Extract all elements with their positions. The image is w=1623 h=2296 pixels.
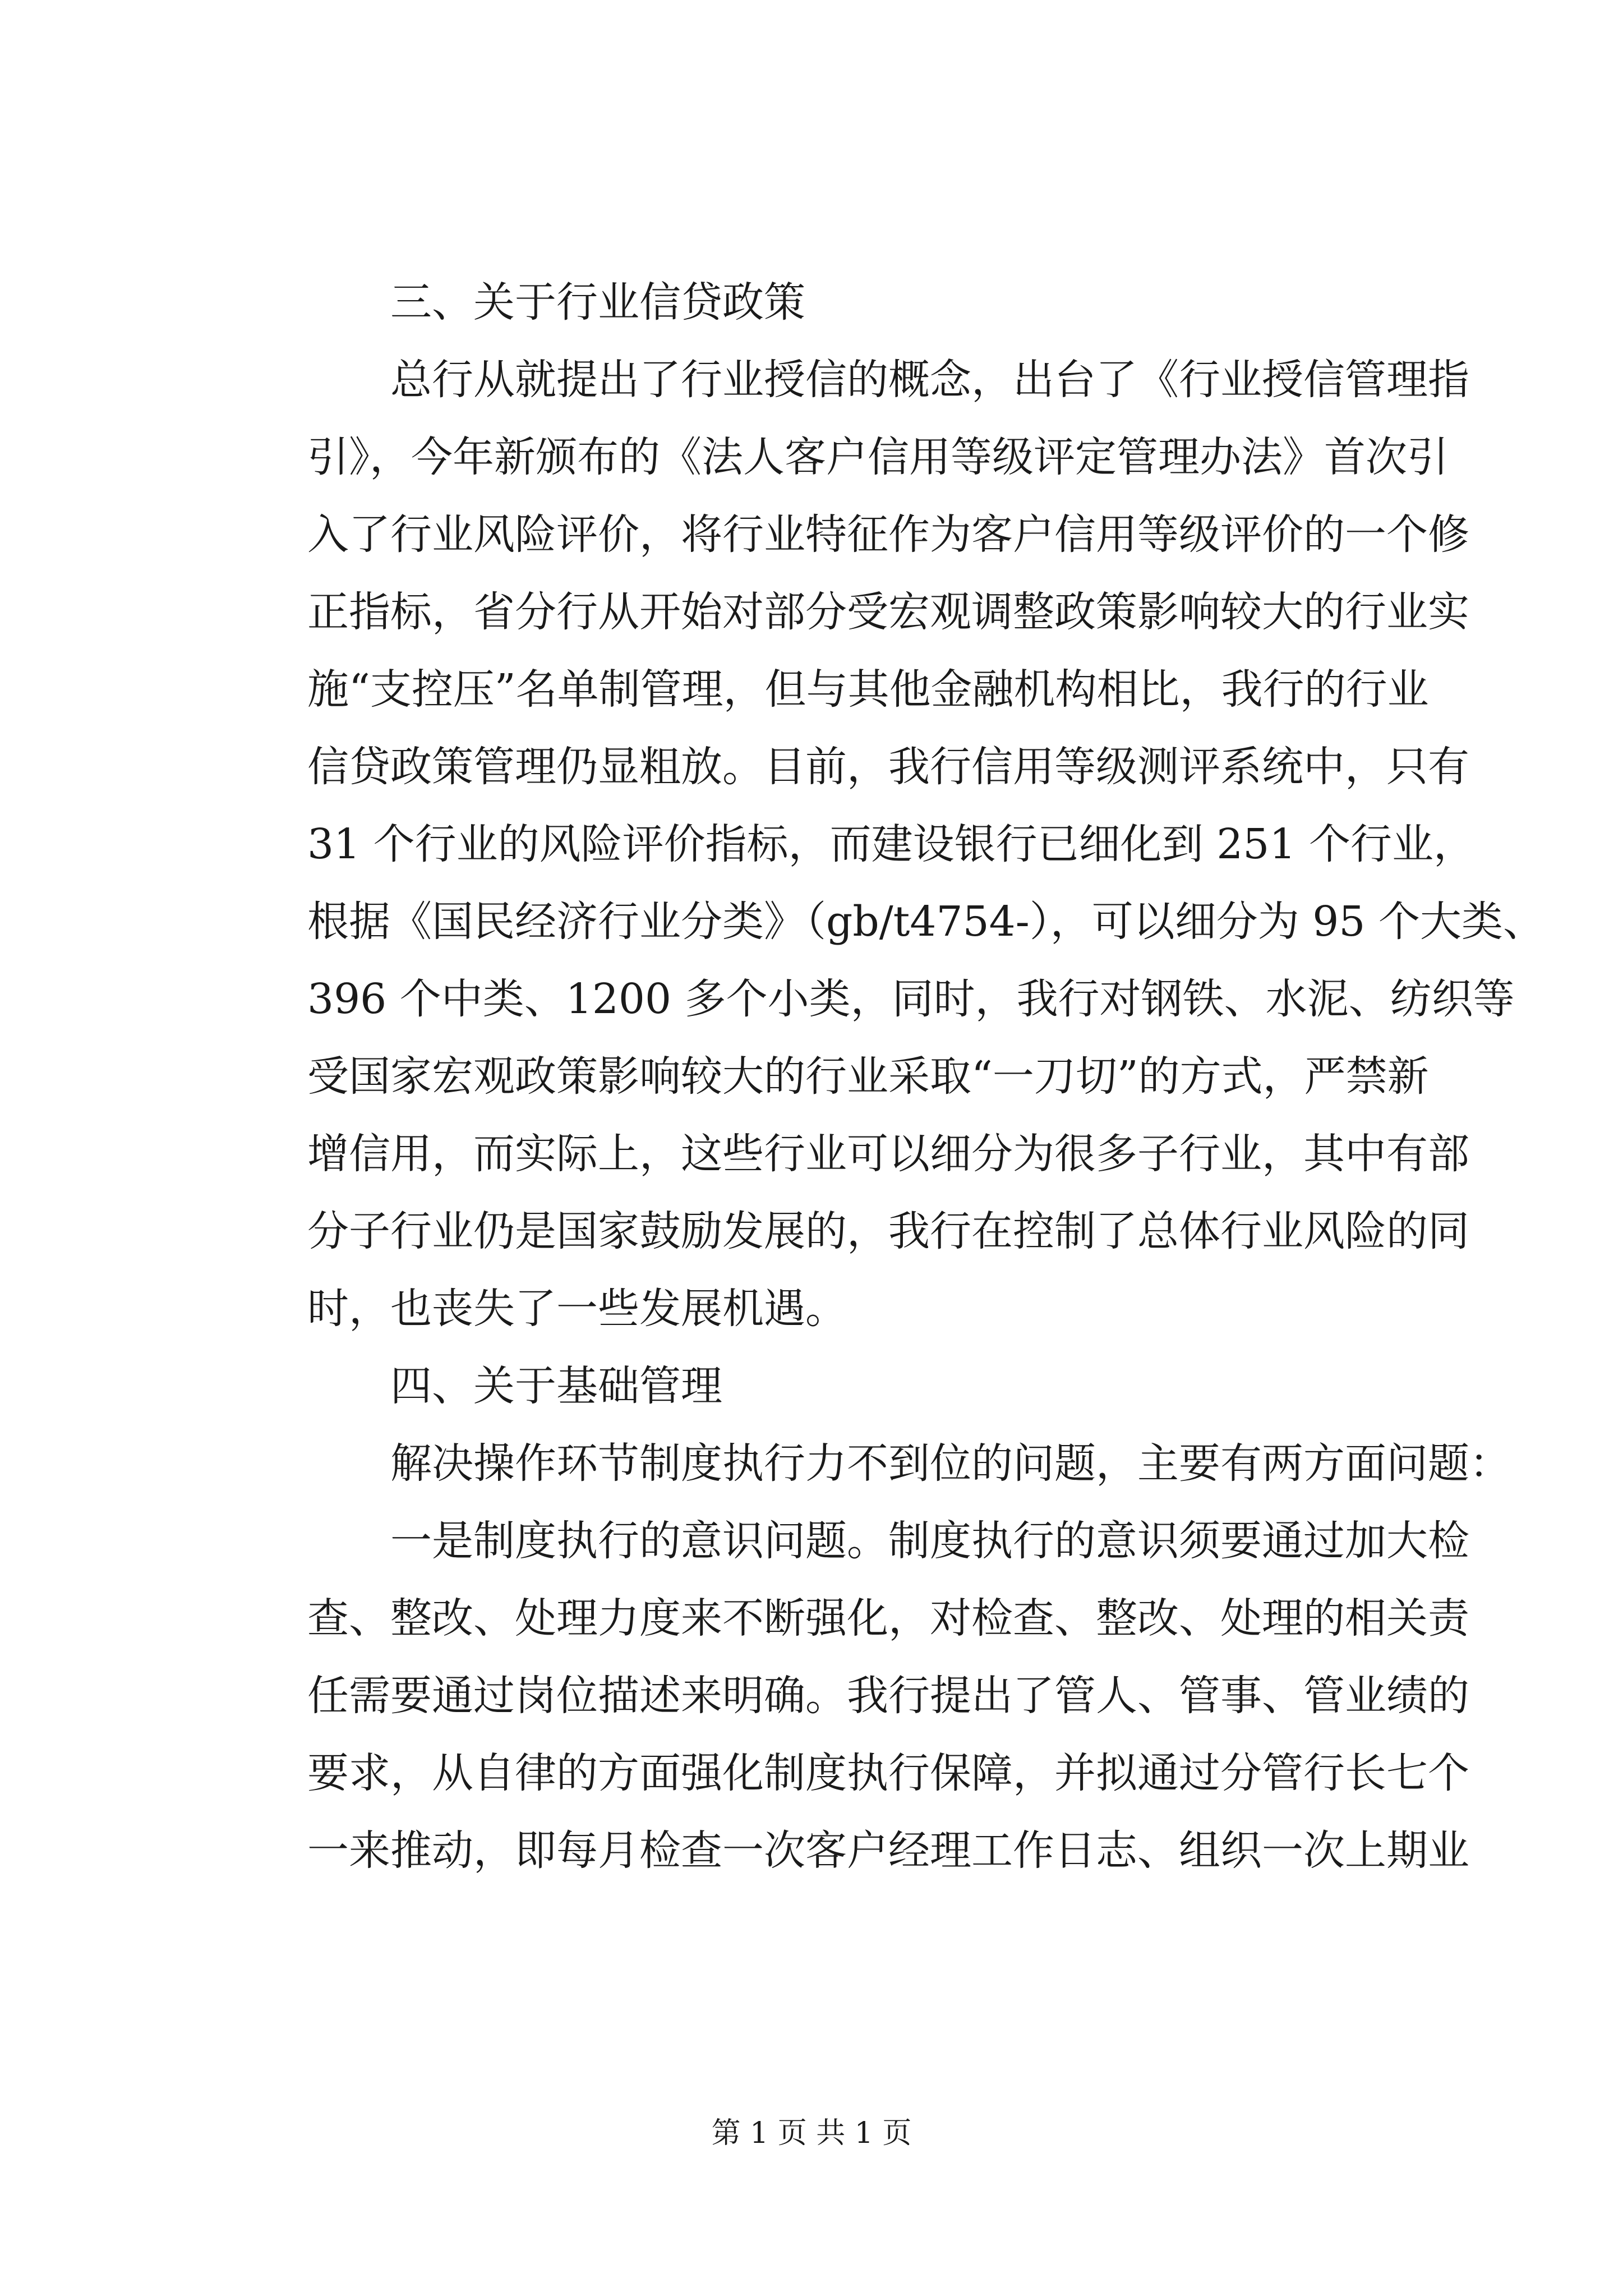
document-body: [307, 264, 1544, 1889]
paragraph-line: 受国家宏观政策影响较大的行业采取“一刀切”的方式，严禁新: [307, 1052, 1429, 1101]
page-number: 第 1 页 共 1 页: [711, 2116, 912, 2150]
section-heading: [390, 264, 1418, 341]
paragraph-line: 一来推动，即每月检查一次客户经理工作日志、组织一次上期业: [307, 1826, 1469, 1875]
paragraph-line: 一是制度执行的意识问题。制度执行的意识须要通过加大检: [390, 1517, 1469, 1565]
paragraph-line: 增信用，而实际上，这些行业可以细分为很多子行业，其中有部: [307, 1130, 1469, 1178]
paragraph-line: 时，也丧失了一些发展机遇。: [307, 1285, 847, 1333]
paragraph-line: 解决操作环节制度执行力不到位的问题，主要有两方面问题：: [390, 1439, 1511, 1488]
paragraph-line: 查、整改、处理力度来不断强化，对检查、整改、处理的相关责: [307, 1594, 1469, 1642]
paragraph-line: 要求，从自律的方面强化制度执行保障，并拟通过分管行长七个: [307, 1749, 1469, 1797]
paragraph-line: 正指标，省分行从开始对部分受宏观调整政策影响较大的行业实: [307, 588, 1469, 636]
paragraph-line: 396 个中类、1200 多个小类，同时，我行对钢铁、水泥、纺织等: [307, 975, 1515, 1023]
paragraph-line: 总行从就提出了行业授信的概念，出台了《行业授信管理指: [390, 356, 1469, 404]
paragraph-line: 根据《国民经济行业分类》（gb/t4754-），可以细分为 95 个大类、: [307, 898, 1544, 946]
paragraph-line: 分子行业仍是国家鼓励发展的，我行在控制了总体行业风险的同: [307, 1207, 1469, 1255]
paragraph-line: 入了行业风险评价，将行业特征作为客户信用等级评价的一个修: [307, 510, 1469, 559]
paragraph-line: 31 个行业的风险评价指标，而建设银行已细化到 251 个行业，: [307, 820, 1475, 868]
paragraph-line: 信贷政策管理仍显粗放。目前，我行信用等级测评系统中，只有: [307, 743, 1469, 791]
paragraph-line: 引》，今年新颁布的《法人客户信用等级评定管理办法》首次引: [307, 433, 1449, 481]
heading-text: 三、关于行业信贷政策: [390, 278, 805, 326]
section-heading: 四、关于基础管理: [390, 1362, 722, 1410]
paragraph-line: 任需要通过岗位描述来明确。我行提出了管人、管事、管业绩的: [307, 1672, 1469, 1720]
paragraph-line: 施“支控压”名单制管理，但与其他金融机构相比，我行的行业: [307, 665, 1429, 714]
